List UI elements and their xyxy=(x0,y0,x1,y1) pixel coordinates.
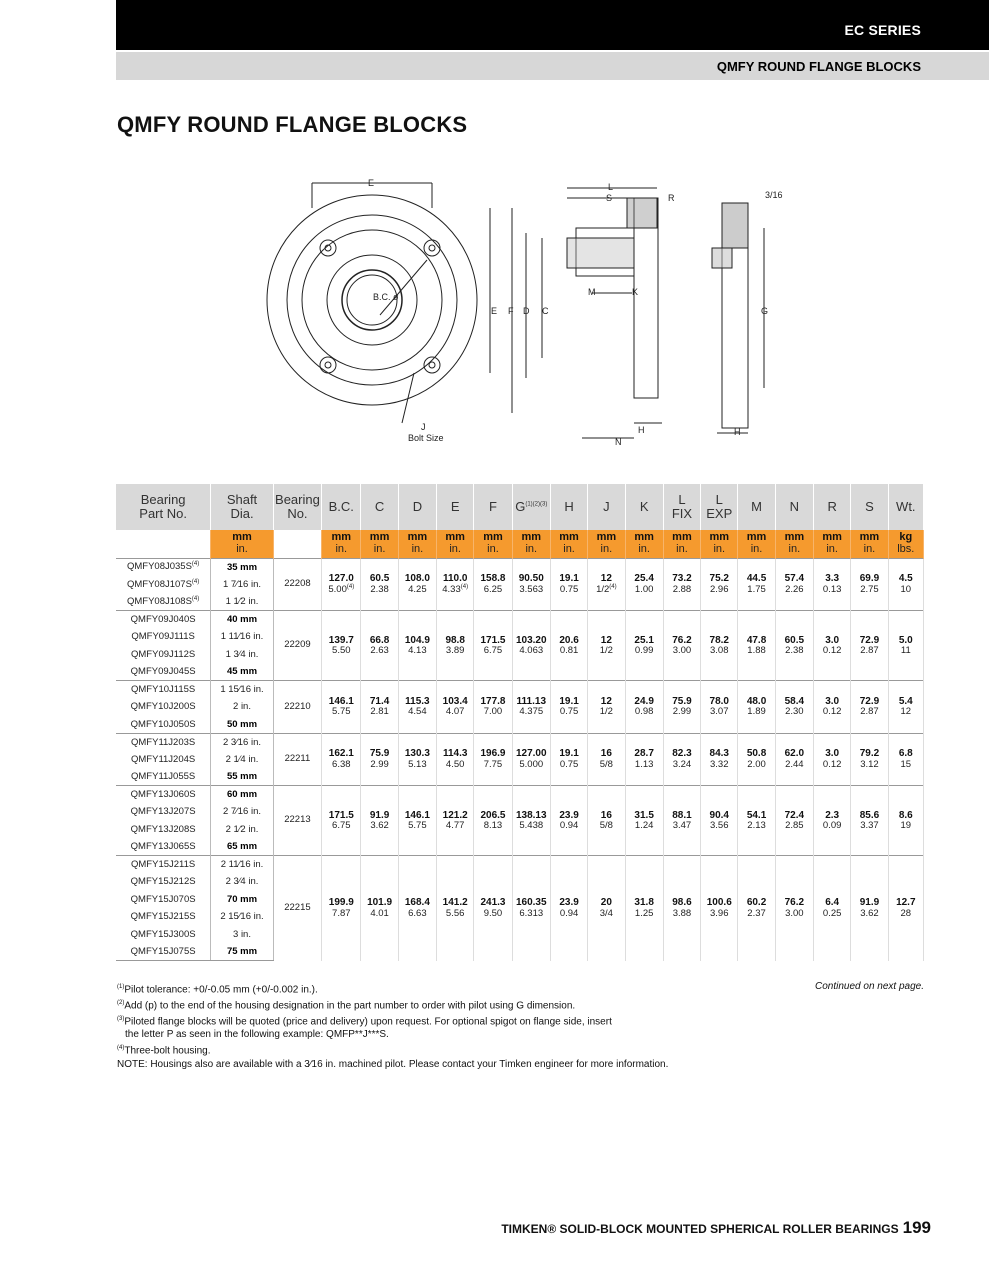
shaft-diameter: 2 11⁄16 in. xyxy=(211,856,274,874)
dimension-cell: 103.4 4.07 xyxy=(437,681,474,734)
units-partno xyxy=(116,530,211,558)
units-col-16: kg lbs. xyxy=(888,530,923,558)
label-C: C xyxy=(542,306,549,316)
label-D: D xyxy=(523,306,530,316)
label-H-right: H xyxy=(734,427,741,437)
dimension-cell: 199.9 7.87 xyxy=(322,856,361,961)
label-M: M xyxy=(588,287,596,297)
dimension-cell: 160.35 6.313 xyxy=(512,856,550,961)
dimension-cell: 196.9 7.75 xyxy=(474,733,512,786)
header-4: B.C. xyxy=(322,484,361,530)
units-row xyxy=(116,530,924,558)
dimension-cell: 78.2 3.08 xyxy=(701,611,738,681)
shaft-diameter: 2 1⁄4 in. xyxy=(211,751,274,769)
dimension-cell: 98.8 3.89 xyxy=(437,611,474,681)
dimension-cell: 168.4 6.63 xyxy=(398,856,436,961)
dimension-cell: 90.50 3.563 xyxy=(512,558,550,611)
units-col-8: mm in. xyxy=(588,530,625,558)
dimension-cell: 24.9 0.98 xyxy=(625,681,663,734)
page-title: QMFY ROUND FLANGE BLOCKS xyxy=(117,112,468,137)
dimension-cell: 57.4 2.26 xyxy=(775,558,813,611)
dimension-cell: 16 5/8 xyxy=(588,733,625,786)
dimension-cell: 171.5 6.75 xyxy=(322,786,361,856)
dimension-cell: 90.4 3.56 xyxy=(701,786,738,856)
table-row xyxy=(116,733,924,751)
dimension-table xyxy=(116,484,924,961)
general-note: NOTE: Housings also are available with a 3⁄16 in. machined pilot. Please contact your Timken engineer for more information. xyxy=(117,1058,669,1070)
part-number: QMFY10J200S xyxy=(130,701,196,713)
part-number: QMFY15J070S xyxy=(130,893,196,905)
dimension-cell: 146.1 5.75 xyxy=(398,786,436,856)
dimension-cell: 25.4 1.00 xyxy=(625,558,663,611)
part-number: QMFY11J203S xyxy=(116,733,211,751)
label-bolt-size: Bolt Size xyxy=(408,433,444,443)
part-number: QMFY13J065S xyxy=(130,841,196,852)
dimension-cell: 20.6 0.81 xyxy=(550,611,587,681)
part-number: QMFY15J300S xyxy=(130,928,196,940)
footnote-2: $^{(2)}$Add (p) to the end of the housing designation in the part number to order with pilot using G dimension. xyxy=(117,999,576,1012)
dimension-cell: 79.2 3.12 xyxy=(851,733,888,786)
dimension-cell: 5.0 11 xyxy=(888,611,923,681)
dimension-cell: 177.8 7.00 xyxy=(474,681,512,734)
dimension-cell: 101.9 4.01 xyxy=(361,856,398,961)
dimension-cell: 73.2 2.88 xyxy=(663,558,700,611)
dimension-cell: 3.0 0.12 xyxy=(814,681,851,734)
dimension-cell: 104.9 4.13 xyxy=(398,611,436,681)
dimension-cell: 8.6 19 xyxy=(888,786,923,856)
shaft-diameter: 60 mm xyxy=(211,786,274,804)
header-5: C xyxy=(361,484,398,530)
dimension-cell: 76.2 3.00 xyxy=(775,856,813,961)
shaft-diameter: 2 15⁄16 in. xyxy=(211,908,274,926)
label-G: G xyxy=(761,306,769,316)
dimension-cell: 72.4 2.85 xyxy=(775,786,813,856)
header-7: E xyxy=(437,484,474,530)
part-number: QMFY15J212S xyxy=(130,876,196,888)
label-H: H xyxy=(638,425,645,435)
units-bearing xyxy=(273,530,321,558)
dimension-cell: 91.9 3.62 xyxy=(851,856,888,961)
dimension-cell: 130.3 5.13 xyxy=(398,733,436,786)
units-col-5: mm in. xyxy=(474,530,512,558)
bearing-number: 22208 xyxy=(273,558,321,611)
header-19: Wt. xyxy=(888,484,923,530)
shaft-diameter: 35 mm xyxy=(211,558,274,576)
label-E: E xyxy=(368,178,375,188)
label-K: K xyxy=(632,287,639,297)
dimension-cell: 6.4 0.25 xyxy=(814,856,851,961)
header-8: F xyxy=(474,484,512,530)
dimension-cell: 85.6 3.37 xyxy=(851,786,888,856)
part-number: $QMFY08J035S^{(4)}$ xyxy=(116,558,211,576)
part-number: QMFY13J207S xyxy=(130,806,196,818)
header-2: Shaft Dia. xyxy=(211,484,274,530)
dimension-cell: 3.0 0.12 xyxy=(814,611,851,681)
label-N: N xyxy=(615,437,622,447)
table-row xyxy=(116,558,924,576)
shaft-diameter: 1 7⁄16 in. xyxy=(211,576,274,594)
shaft-diameter: 1 3⁄4 in. xyxy=(211,646,274,664)
dimension-cell: 3.0 0.12 xyxy=(814,733,851,786)
dimension-cell: 62.0 2.44 xyxy=(775,733,813,786)
part-number: QMFY15J211S xyxy=(116,856,211,874)
label-R: R xyxy=(668,193,675,203)
header-15: M xyxy=(738,484,775,530)
dimension-cell: 84.3 3.32 xyxy=(701,733,738,786)
table-row xyxy=(116,856,924,874)
shaft-diameter: 50 mm xyxy=(211,716,274,734)
bearing-number: 22213 xyxy=(273,786,321,856)
shaft-diameter: 1 11⁄16 in. xyxy=(211,628,274,646)
footnote-4: $^{(4)}$Three-bolt housing. xyxy=(117,1044,211,1057)
shaft-diameter: 2 3⁄4 in. xyxy=(211,873,274,891)
table-row xyxy=(116,681,924,699)
page-footer xyxy=(501,1218,931,1238)
technical-drawing xyxy=(262,168,802,458)
dimension-cell: 98.6 3.88 xyxy=(663,856,700,961)
dimension-cell: 72.9 2.87 xyxy=(851,611,888,681)
shaft-diameter: 2 3⁄16 in. xyxy=(211,733,274,751)
part-number: QMFY13J208S xyxy=(130,823,196,835)
footnote-3-cont: the letter P as seen in the following example: QMFP**J***S. xyxy=(125,1029,389,1041)
footnote-1: $^{(1)}$Pilot tolerance: +0/-0.05 mm (+0/-0.002 in.). xyxy=(117,984,318,996)
table-row xyxy=(116,786,924,804)
dimension-cell: 5.4 12 xyxy=(888,681,923,734)
units-col-6: mm in. xyxy=(512,530,550,558)
dimension-cell: 127.0 5.00$^{(4)}$ xyxy=(322,558,361,611)
dimension-cell: 58.4 2.30 xyxy=(775,681,813,734)
section-bar xyxy=(116,52,989,80)
shaft-diameter: 65 mm xyxy=(211,838,274,856)
units-col-2: mm in. xyxy=(361,530,398,558)
dimension-cell: 4.5 10 xyxy=(888,558,923,611)
table-header-row xyxy=(116,484,924,530)
shaft-diameter: 45 mm xyxy=(211,663,274,681)
part-number: QMFY11J204S xyxy=(131,753,196,765)
dimension-cell: 12 1/2 xyxy=(588,681,625,734)
dimension-cell: 139.7 5.50 xyxy=(322,611,361,681)
dimension-cell: 48.0 1.89 xyxy=(738,681,775,734)
header-1: Bearing Part No. xyxy=(116,484,211,530)
shaft-diameter: 1 1⁄2 in. xyxy=(211,593,274,611)
header-9: $G^{(1)(2)(3)}$ xyxy=(512,484,550,530)
label-L: L xyxy=(608,182,614,192)
dimension-cell: 115.3 4.54 xyxy=(398,681,436,734)
dimension-cell: 23.9 0.94 xyxy=(550,786,587,856)
series-label: EC SERIES xyxy=(844,22,921,38)
dimension-cell: 23.9 0.94 xyxy=(550,856,587,961)
dimension-cell: 47.8 1.88 xyxy=(738,611,775,681)
header-18: S xyxy=(851,484,888,530)
shaft-diameter: 2 1⁄2 in. xyxy=(211,821,274,839)
part-number: QMFY09J040S xyxy=(116,611,211,629)
dimension-cell: 3.3 0.13 xyxy=(814,558,851,611)
footer-text: TIMKEN® SOLID-BLOCK MOUNTED SPHERICAL ROLLER BEARINGS xyxy=(501,1222,899,1236)
shaft-diameter: 70 mm xyxy=(211,891,274,909)
units-col-11: mm in. xyxy=(701,530,738,558)
part-number: QMFY13J060S xyxy=(116,786,211,804)
footnotes xyxy=(117,981,668,1071)
dimension-cell: 75.2 2.96 xyxy=(701,558,738,611)
shaft-diameter: 75 mm xyxy=(211,943,274,961)
label-3-16: 3/16 xyxy=(765,190,783,200)
dimension-cell: 76.2 3.00 xyxy=(663,611,700,681)
dimension-cell: 2.3 0.09 xyxy=(814,786,851,856)
units-col-13: mm in. xyxy=(775,530,813,558)
dimension-cell: 69.9 2.75 xyxy=(851,558,888,611)
bearing-number: 22211 xyxy=(273,733,321,786)
section-label: QMFY ROUND FLANGE BLOCKS xyxy=(716,59,921,74)
header-10: H xyxy=(550,484,587,530)
units-col-4: mm in. xyxy=(437,530,474,558)
shaft-diameter: 2 7⁄16 in. xyxy=(211,803,274,821)
shaft-diameter: 3 in. xyxy=(211,926,274,944)
dimension-cell: 66.8 2.63 xyxy=(361,611,398,681)
dimension-cell: 44.5 1.75 xyxy=(738,558,775,611)
dimension-cell: 158.8 6.25 xyxy=(474,558,512,611)
units-col-10: mm in. xyxy=(663,530,700,558)
dimension-cell: 121.2 4.77 xyxy=(437,786,474,856)
bearing-number: 22209 xyxy=(273,611,321,681)
part-number: QMFY15J075S xyxy=(116,943,211,961)
label-J: J xyxy=(421,422,426,432)
dimension-cell: 20 3/4 xyxy=(588,856,625,961)
dimension-cell: 50.8 2.00 xyxy=(738,733,775,786)
dimension-cell: 12 1/2$^{(4)}$ xyxy=(588,558,625,611)
dimension-cell: 60.5 2.38 xyxy=(775,611,813,681)
units-col-12: mm in. xyxy=(738,530,775,558)
dimension-cell: 138.13 5.438 xyxy=(512,786,550,856)
dimension-cell: 100.6 3.96 xyxy=(701,856,738,961)
dimension-cell: 25.1 0.99 xyxy=(625,611,663,681)
series-bar xyxy=(116,0,989,50)
header-12: K xyxy=(625,484,663,530)
part-number: QMFY10J050S xyxy=(130,718,196,730)
units-col-3: mm in. xyxy=(398,530,436,558)
dimension-cell: 12.7 28 xyxy=(888,856,923,961)
label-S: S xyxy=(606,193,613,203)
header-3: Bearing No. xyxy=(273,484,321,530)
dimension-cell: 60.5 2.38 xyxy=(361,558,398,611)
dimension-cell: 75.9 2.99 xyxy=(663,681,700,734)
dimension-cell: 206.5 8.13 xyxy=(474,786,512,856)
dimension-cell: 82.3 3.24 xyxy=(663,733,700,786)
dimension-cell: 91.9 3.62 xyxy=(361,786,398,856)
part-number: QMFY15J215S xyxy=(130,911,196,923)
shaft-diameter: 1 15⁄16 in. xyxy=(211,681,274,699)
dimension-cell: 31.8 1.25 xyxy=(625,856,663,961)
dimension-cell: 6.8 15 xyxy=(888,733,923,786)
part-number: QMFY09J111S xyxy=(131,631,195,643)
dimension-cell: 78.0 3.07 xyxy=(701,681,738,734)
dimension-cell: 72.9 2.87 xyxy=(851,681,888,734)
table-row xyxy=(116,611,924,629)
header-14: L EXP xyxy=(701,484,738,530)
shaft-diameter: 40 mm xyxy=(211,611,274,629)
bearing-number: 22210 xyxy=(273,681,321,734)
shaft-diameter: 2 in. xyxy=(211,698,274,716)
continued-note: Continued on next page. xyxy=(815,981,924,992)
dimension-cell: 114.3 4.50 xyxy=(437,733,474,786)
units-col-14: mm in. xyxy=(814,530,851,558)
part-number: $QMFY08J108S^{(4)}$ xyxy=(126,595,200,608)
dimension-cell: 171.5 6.75 xyxy=(474,611,512,681)
label-F: F xyxy=(508,306,514,316)
header-17: R xyxy=(814,484,851,530)
dimension-cell: 19.1 0.75 xyxy=(550,681,587,734)
shaft-diameter: 55 mm xyxy=(211,768,274,786)
dimension-cell: 127.00 5.000 xyxy=(512,733,550,786)
dimension-cell: 75.9 2.99 xyxy=(361,733,398,786)
bearing-number: 22215 xyxy=(273,856,321,961)
header-13: L FIX xyxy=(663,484,700,530)
units-col-1: mm in. xyxy=(322,530,361,558)
dimension-cell: 28.7 1.13 xyxy=(625,733,663,786)
header-16: N xyxy=(775,484,813,530)
footnote-3: $^{(3)}$Piloted flange blocks will be quoted (price and delivery) upon request. For optional spigot on flange side, insert xyxy=(117,1015,612,1027)
part-number: QMFY10J115S xyxy=(116,681,211,699)
dimension-cell: 110.0 4.33$^{(4)}$ xyxy=(437,558,474,611)
dimension-cell: 12 1/2 xyxy=(588,611,625,681)
units-col-9: mm in. xyxy=(625,530,663,558)
part-number: QMFY09J112S xyxy=(131,648,196,660)
units-shaft: mm in. xyxy=(211,530,274,558)
dimension-cell: 241.3 9.50 xyxy=(474,856,512,961)
dimension-cell: 60.2 2.37 xyxy=(738,856,775,961)
dimension-cell: 141.2 5.56 xyxy=(437,856,474,961)
part-number: $QMFY08J107S^{(4)}$ xyxy=(126,578,200,590)
dimension-cell: 88.1 3.47 xyxy=(663,786,700,856)
label-E-side: E xyxy=(491,306,498,316)
dimension-cell: 103.20 4.063 xyxy=(512,611,550,681)
dimension-cell: 19.1 0.75 xyxy=(550,558,587,611)
dimension-cell: 111.13 4.375 xyxy=(512,681,550,734)
dimension-cell: 146.1 5.75 xyxy=(322,681,361,734)
dimension-cell: 16 5/8 xyxy=(588,786,625,856)
dimension-cell: 54.1 2.13 xyxy=(738,786,775,856)
dimension-cell: 19.1 0.75 xyxy=(550,733,587,786)
dimension-cell: 162.1 6.38 xyxy=(322,733,361,786)
header-11: J xyxy=(588,484,625,530)
page-number: 199 xyxy=(902,1218,931,1237)
dimension-cell: 71.4 2.81 xyxy=(361,681,398,734)
units-col-7: mm in. xyxy=(550,530,587,558)
label-bc: B.C. ø xyxy=(373,292,399,302)
part-number: QMFY11J055S xyxy=(131,771,196,782)
header-6: D xyxy=(398,484,436,530)
units-col-15: mm in. xyxy=(851,530,888,558)
dimension-cell: 31.5 1.24 xyxy=(625,786,663,856)
part-number: QMFY09J045S xyxy=(130,666,196,677)
dimension-cell: 108.0 4.25 xyxy=(398,558,436,611)
